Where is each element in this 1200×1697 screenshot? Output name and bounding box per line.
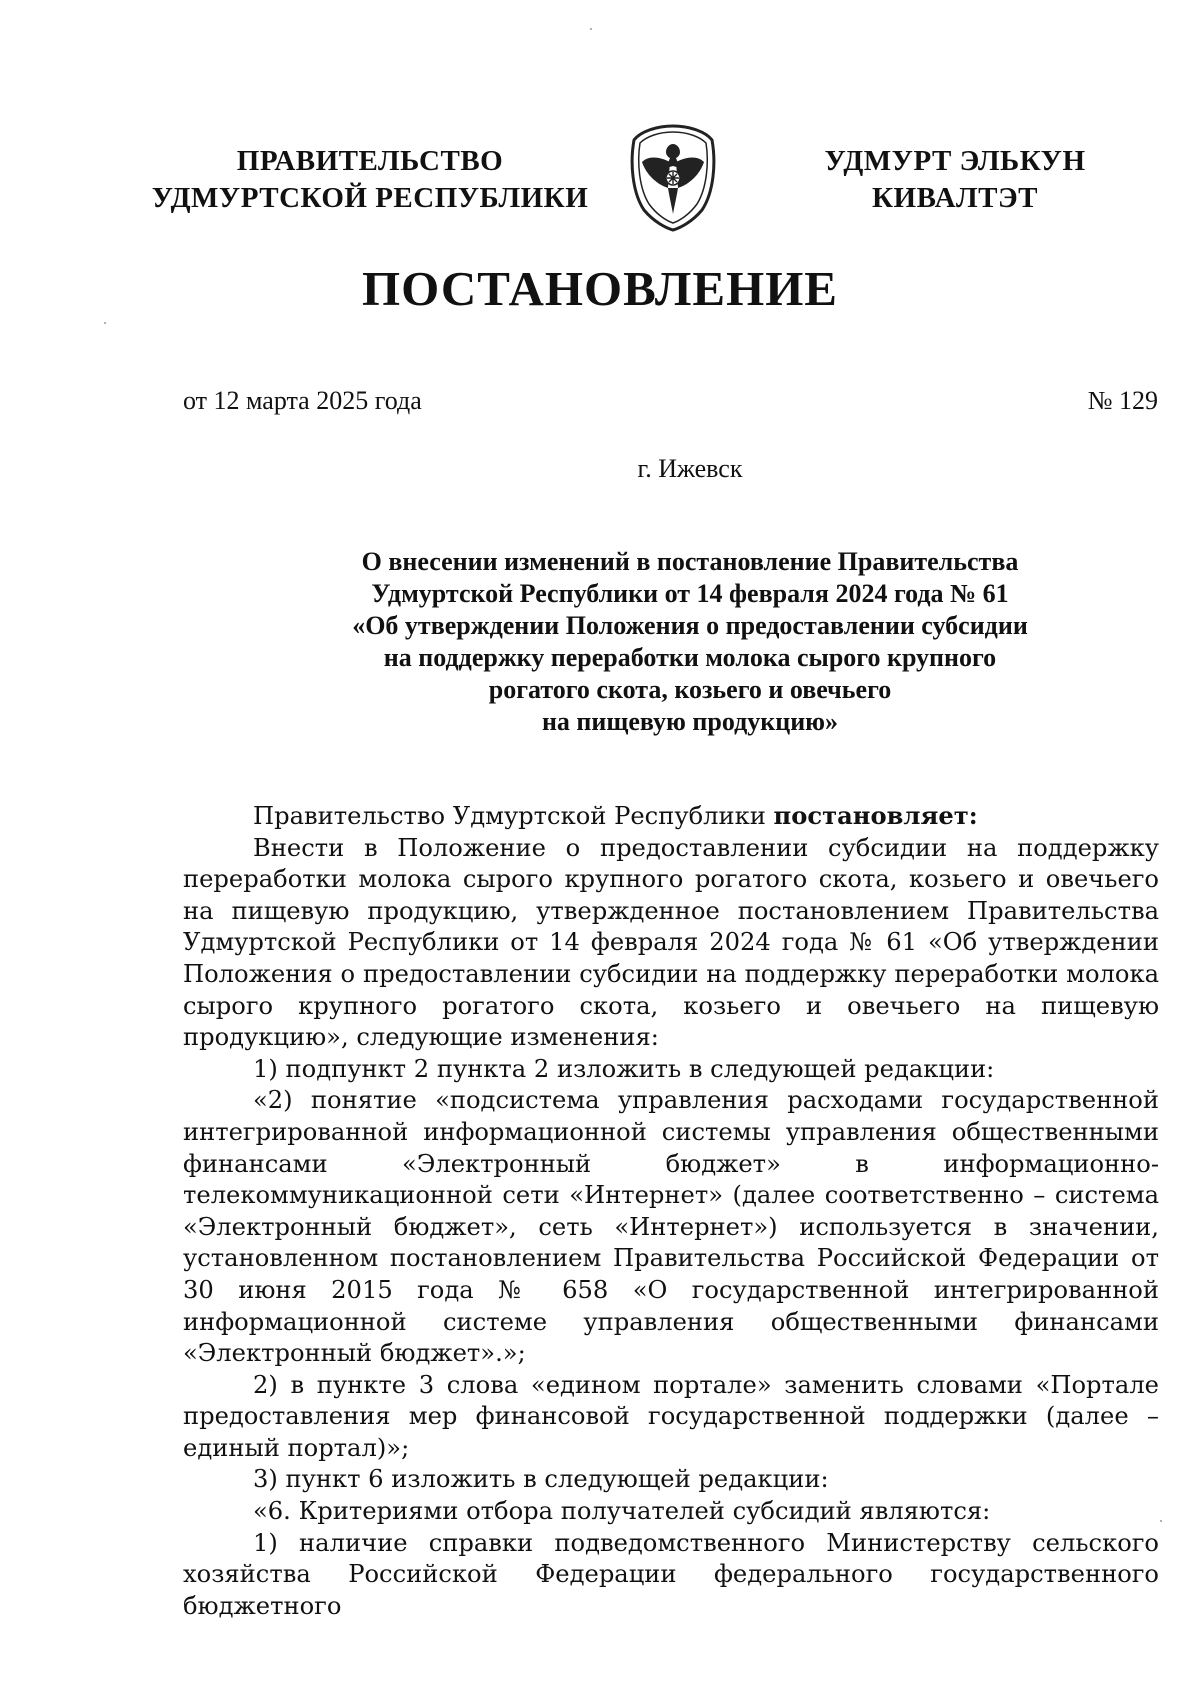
title-line: О внесении изменений в постановление Правительства: [361, 547, 1019, 576]
title-line: Удмуртской Республики от 14 февраля 2024 года № 61: [371, 579, 1009, 608]
issuer-name-udmurt: [790, 143, 1120, 217]
title-line: «Об утверждении Положения о предоставлении субсидии: [352, 611, 1028, 640]
udmurt-coat-of-arms-icon: [628, 122, 718, 234]
amendment-item-2: 2) в пункте 3 слова «едином портале» заменить словами «Портале предоставления мер финансовой государственной поддержки (далее – единый портал)»;: [183, 1370, 1159, 1462]
amendment-item-3: 3) пункт 6 изложить в следующей редакции:: [253, 1465, 829, 1494]
paragraph-main: Внести в Положение о предоставлении субсидии на поддержку переработки молока сырого крупного рогатого скота, козьего и овечьего на пищевую продукцию, утвержденное постановлением Правительства Удмуртской Республики от 14 февраля 2024 года № 61 «Об утверждении Положения о предоставлении субсидии на поддержку переработки молока сырого крупного рогатого скота, козьего и овечьего на пищевую продукцию», следующие изменения:: [183, 833, 1159, 1052]
issuer-line-1: ПРАВИТЕЛЬСТВО: [236, 145, 504, 177]
title-line: рогатого скота, козьего и овечьего: [488, 675, 892, 704]
scan-speck: [104, 322, 106, 324]
title-line: на пищевую продукцию»: [541, 707, 839, 736]
scan-speck: [1160, 1520, 1162, 1522]
issuer-udmurt-line-1: УДМУРТ ЭЛЬКУН: [824, 145, 1086, 177]
intro-paragraph: [183, 800, 1159, 833]
document-type: ПОСТАНОВЛЕНИЕ: [362, 261, 838, 316]
amendment-item-3-text: «6. Критериями отбора получателей субсидий являются:: [253, 1497, 991, 1526]
document-date: от 12 марта 2025 года: [183, 386, 422, 415]
amendment-item-3-sub-1: 1) наличие справки подведомственного Министерству сельского хозяйства Российской Федерации федерального государственного бюджетного: [183, 1528, 1159, 1620]
issuer-udmurt-line-2: КИВАЛТЭТ: [871, 182, 1038, 214]
scan-speck: [590, 28, 592, 30]
title-line: на поддержку переработки молока сырого крупного: [383, 643, 997, 672]
amendment-item-1: 1) подпункт 2 пункта 2 изложить в следующей редакции:: [253, 1054, 995, 1083]
intro-verb: постановляет:: [773, 801, 978, 830]
issuer-line-2: УДМУРТСКОЙ РЕСПУБЛИКИ: [151, 182, 589, 214]
document-title: [250, 546, 1130, 738]
issuer-name-russian: [150, 143, 590, 217]
document-body: [183, 800, 1159, 1622]
document-city: г. Ижевск: [637, 454, 743, 483]
document-number: № 129: [1087, 386, 1158, 415]
intro-subject: Правительство Удмуртской Республики: [253, 802, 774, 830]
amendment-item-1-text: «2) понятие «подсистема управления расходами государственной интегрированной информационной системы управления общественными финансами «Электронный бюджет» в информационно-телекоммуникационной сети «Интернет» (далее соответственно – система «Электронный бюджет», сеть «Интернет») используется в значении, установленном постановлением Правительства Российской Федерации от 30 июня 2015 года № 658 «О государственной интегрированной информационной системе управления общественными финансами «Электронный бюджет».»;: [183, 1086, 1159, 1368]
